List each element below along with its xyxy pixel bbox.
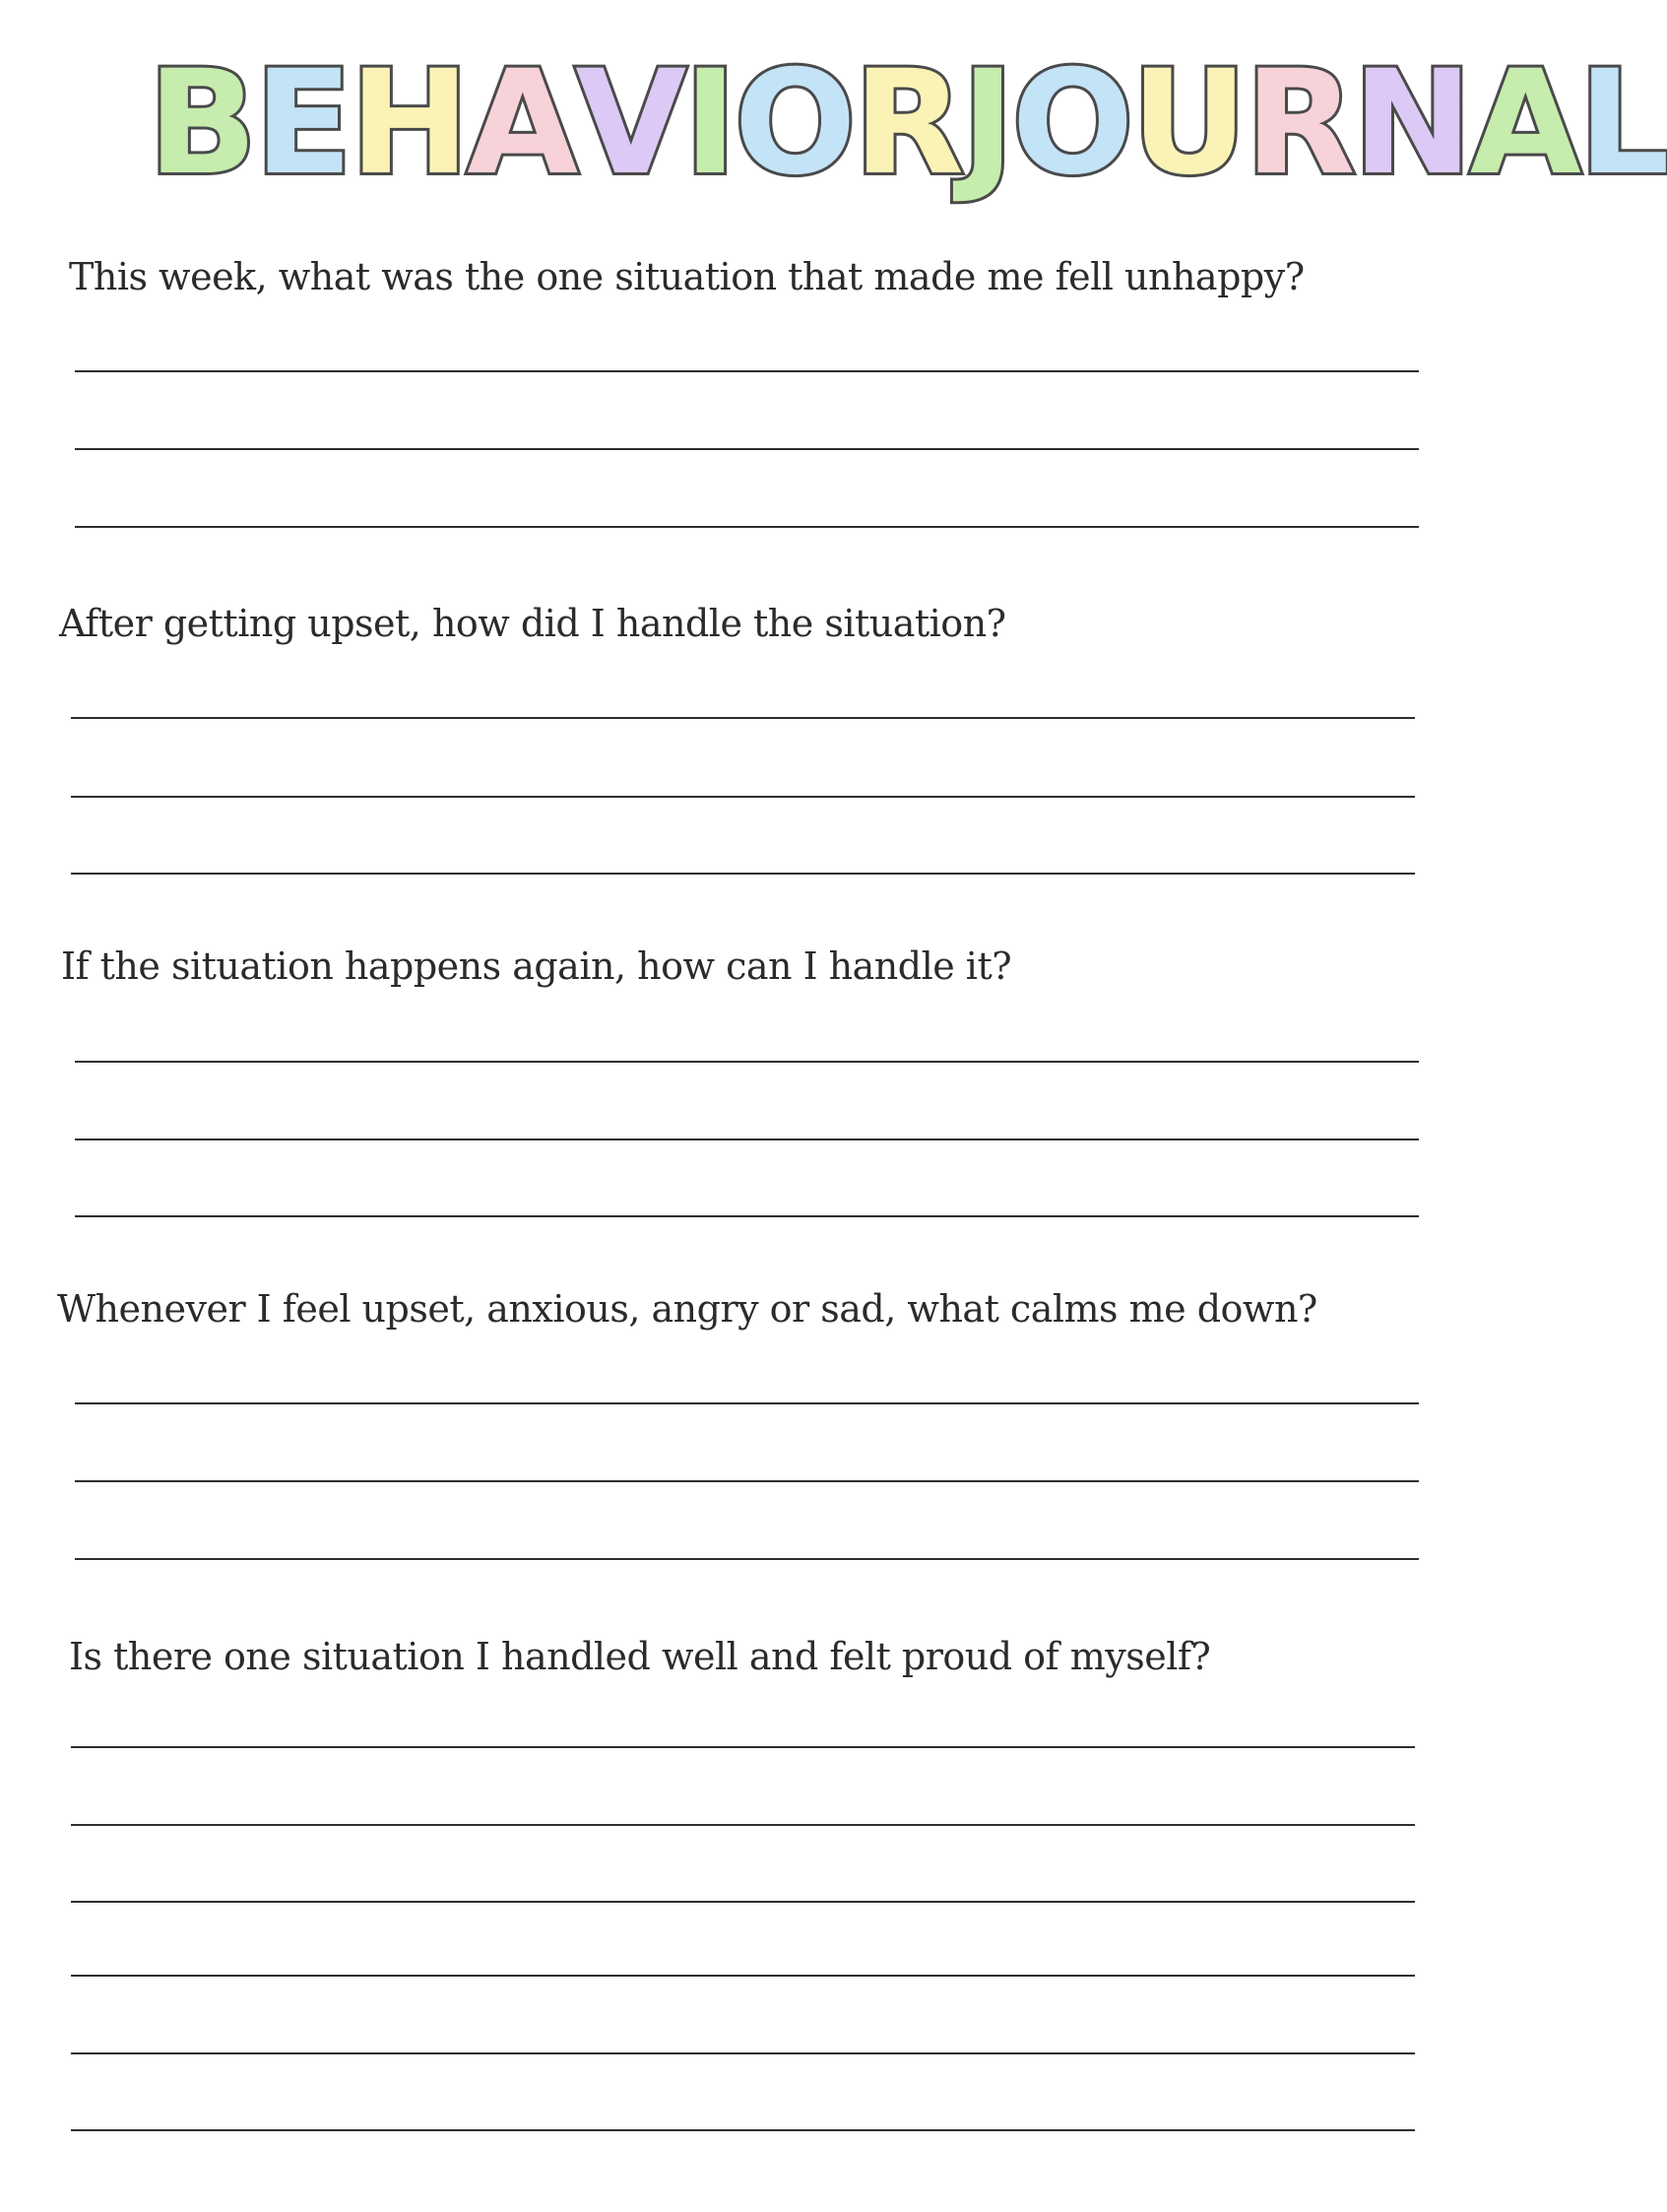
- journal-title: [148, 39, 1667, 207]
- answer-line[interactable]: [71, 2052, 1415, 2054]
- answer-line[interactable]: [71, 1975, 1415, 1977]
- answer-line[interactable]: [75, 1480, 1419, 1482]
- title-letter: R: [1245, 39, 1353, 207]
- title-letter: U: [1130, 39, 1246, 207]
- answer-line[interactable]: [71, 873, 1415, 875]
- answer-line[interactable]: [75, 526, 1419, 528]
- question-1: This week, what was the one situation that made me fell unhappy?: [69, 255, 1305, 298]
- answer-line[interactable]: [71, 1746, 1415, 1748]
- question-2: After getting upset, how did I handle the situation?: [59, 602, 1006, 645]
- title-letter: R: [853, 39, 962, 207]
- title-letter: L: [1577, 39, 1667, 207]
- answer-line[interactable]: [75, 448, 1419, 450]
- title-letter: A: [467, 39, 576, 207]
- answer-line[interactable]: [75, 1139, 1419, 1140]
- answer-line[interactable]: [71, 717, 1415, 719]
- title-letter: I: [683, 39, 735, 207]
- answer-line[interactable]: [75, 370, 1419, 372]
- title-letter: B: [148, 39, 255, 207]
- title-letter: N: [1352, 39, 1470, 207]
- title-letter: J: [961, 39, 1012, 207]
- answer-line[interactable]: [75, 1061, 1419, 1063]
- title-letter: O: [1011, 39, 1131, 207]
- title-letter: V: [575, 39, 684, 207]
- question-3: If the situation happens again, how can I handle it?: [61, 944, 1012, 988]
- title-letter: O: [734, 39, 854, 207]
- answer-line[interactable]: [75, 1215, 1419, 1217]
- answer-line[interactable]: [75, 1558, 1419, 1560]
- title-letter: A: [1469, 39, 1578, 207]
- title-letter: E: [254, 39, 351, 207]
- answer-line[interactable]: [75, 1402, 1419, 1404]
- answer-line[interactable]: [71, 1824, 1415, 1826]
- title-letter: H: [350, 39, 468, 207]
- answer-line[interactable]: [71, 796, 1415, 798]
- answer-line[interactable]: [71, 2129, 1415, 2131]
- question-4: Whenever I feel upset, anxious, angry or sad, what calms me down?: [57, 1287, 1317, 1331]
- question-5: Is there one situation I handled well and felt proud of myself?: [69, 1635, 1211, 1678]
- answer-line[interactable]: [71, 1901, 1415, 1903]
